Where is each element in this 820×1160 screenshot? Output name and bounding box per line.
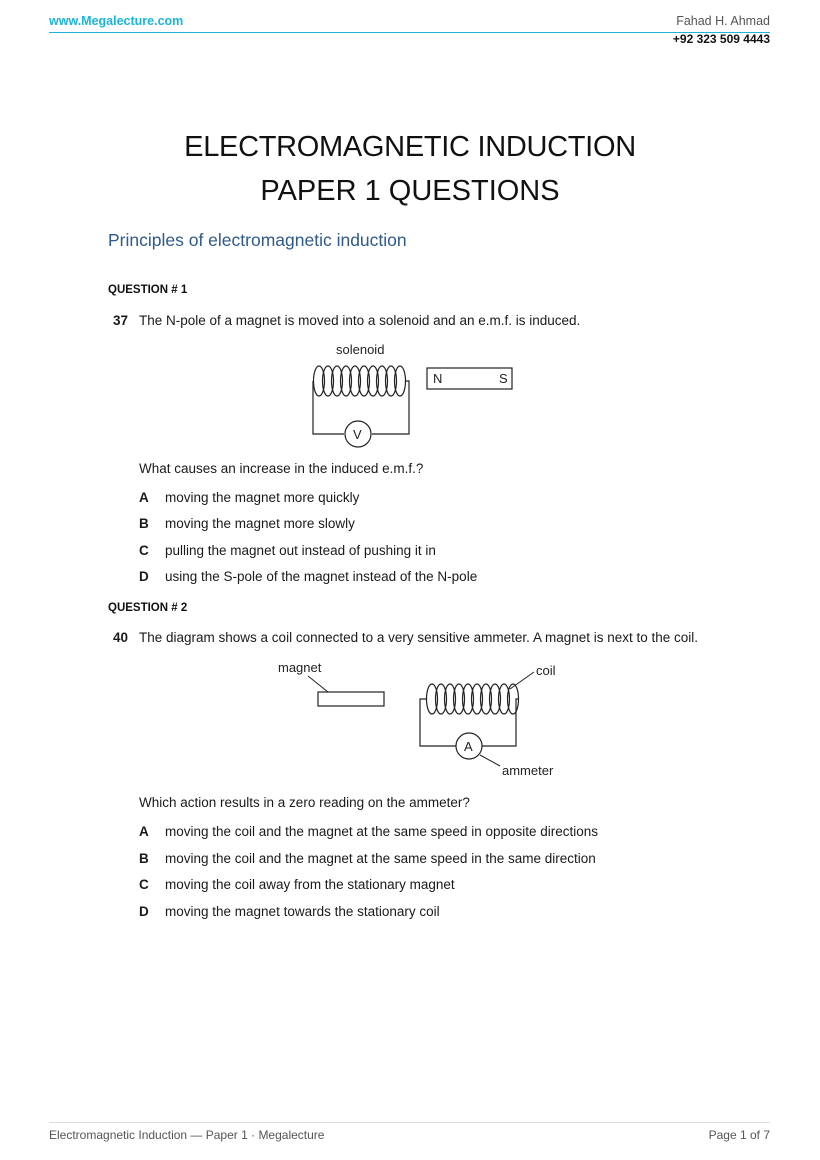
site-link[interactable]: www.Megalecture.com — [49, 14, 184, 28]
magnet-n-pole: N — [433, 371, 443, 386]
question-1-option[interactable]: D using the S-pole of the magnet instead of the N-pole — [139, 569, 478, 584]
question-1-option[interactable]: B moving the magnet more slowly — [139, 516, 355, 531]
question-1-stem — [113, 313, 580, 328]
question-2-option[interactable]: A moving the coil and the magnet at the same speed in opposite directions — [139, 824, 599, 839]
section-heading: Principles of electromagnetic induction — [108, 230, 407, 250]
coil-label: coil — [536, 663, 556, 678]
question-1-number: 37 — [113, 313, 129, 328]
bar-magnet-2 — [318, 692, 384, 706]
question-2-label: QUESTION # 2 — [108, 602, 188, 614]
question-1-prompt: What causes an increase in the induced e.m.f.? — [139, 461, 424, 476]
coil-pointer — [510, 672, 534, 689]
solenoid-diagram — [300, 338, 530, 448]
ammeter-pointer — [480, 755, 500, 766]
header-divider — [49, 32, 770, 33]
phone-number: +92 323 509 4443 — [672, 32, 770, 46]
question-2-prompt: Which action results in a zero reading on the ammeter? — [139, 795, 470, 810]
question-1-label: QUESTION # 1 — [108, 284, 188, 296]
page-subtitle: PAPER 1 QUESTIONS — [260, 175, 560, 207]
question-1-option[interactable]: A moving the magnet more quickly — [139, 490, 360, 505]
footer-title: Electromagnetic Induction — Paper 1 · Megalecture — [49, 1128, 325, 1142]
voltmeter-symbol: V — [353, 427, 362, 442]
magnet-s-pole: S — [499, 371, 508, 386]
author-name: Fahad H. Ahmad — [676, 14, 770, 28]
page-title: ELECTROMAGNETIC INDUCTION — [184, 131, 636, 163]
question-1-option[interactable]: C pulling the magnet out instead of pushing it in — [139, 543, 436, 558]
question-2-option[interactable]: B moving the coil and the magnet at the same speed in the same direction — [139, 851, 596, 866]
question-2-option[interactable]: D moving the magnet towards the stationary coil — [139, 904, 440, 919]
question-2-stem — [113, 630, 698, 645]
question-2-text: The diagram shows a coil connected to a very sensitive ammeter. A magnet is next to the coil. — [139, 630, 699, 645]
question-2-option[interactable]: C moving the coil away from the stationary magnet — [139, 877, 455, 892]
ammeter-label: ammeter — [502, 763, 554, 778]
solenoid-label: solenoid — [336, 342, 385, 357]
footer-divider — [49, 1122, 770, 1123]
ammeter-symbol: A — [464, 739, 473, 754]
coil-ammeter-diagram — [270, 655, 570, 780]
question-1-text: The N-pole of a magnet is moved into a solenoid and an e.m.f. is induced. — [139, 313, 581, 328]
page-number: Page 1 of 7 — [708, 1128, 770, 1142]
question-2-number: 40 — [113, 630, 129, 645]
magnet-label: magnet — [278, 660, 322, 675]
